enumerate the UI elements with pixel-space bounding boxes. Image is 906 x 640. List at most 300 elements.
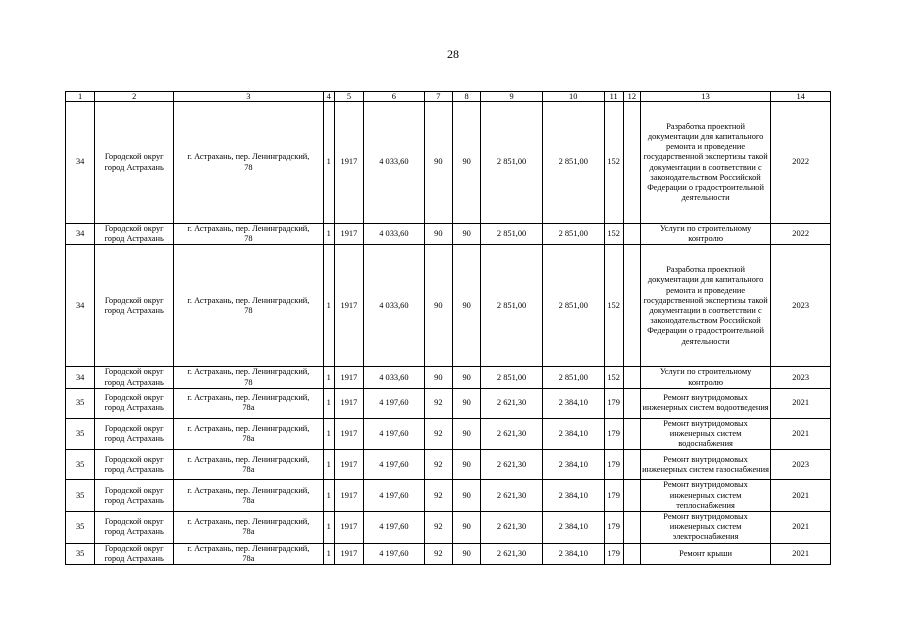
cell-year (771, 418, 831, 450)
cell-row-number (66, 367, 95, 388)
column-header: 7 (424, 92, 452, 102)
repair-schedule-table (65, 91, 831, 565)
cell-col4 (323, 367, 334, 388)
cell-col8-text: 90 (462, 300, 471, 310)
cell-municipality-text: город Астрахань (104, 527, 164, 537)
cell-cost-2 (542, 512, 604, 544)
cell-row-number-text: 34 (75, 300, 85, 310)
cell-work-type-text: Ремонт крыши (679, 548, 732, 558)
cell-col11 (604, 102, 623, 224)
cell-col12 (623, 224, 640, 245)
cell-work-type-text: Услуги по строительному контролю (659, 367, 752, 387)
cell-address-text: 78а (242, 527, 255, 537)
cell-year (771, 480, 831, 512)
cell-work-type (640, 224, 770, 245)
cell-address-text: 78 (244, 234, 253, 244)
cell-cost-2-text: 2 384,10 (558, 398, 588, 408)
cell-address (174, 480, 324, 512)
cell-col8-text: 90 (462, 157, 471, 167)
cell-col7 (424, 512, 452, 544)
cell-address (174, 543, 324, 564)
cell-col11 (604, 450, 623, 480)
cell-col8 (452, 367, 480, 388)
cell-col4 (323, 245, 334, 367)
cell-year (771, 512, 831, 544)
cell-year (771, 224, 831, 245)
cell-work-type (640, 480, 770, 512)
cell-cost-2 (542, 102, 604, 224)
cell-col4 (323, 388, 334, 418)
cell-col8-text: 90 (462, 229, 471, 239)
cell-cost (481, 245, 543, 367)
cell-col4-text: 1 (326, 300, 331, 310)
cell-col8-text: 90 (462, 490, 471, 500)
table-body (66, 102, 831, 565)
cell-year-built (334, 512, 363, 544)
cell-year-built-text: 1917 (340, 522, 358, 532)
cell-address-text: 78а (242, 403, 255, 413)
cell-address-text: 78 (244, 305, 253, 315)
cell-cost-2-text: 2 851,00 (558, 300, 588, 310)
cell-area-text: 4 197,60 (379, 522, 409, 532)
cell-row-number-text: 35 (75, 429, 85, 439)
cell-municipality-text: Городской округ (104, 367, 164, 377)
cell-work-type (640, 543, 770, 564)
column-header: 8 (452, 92, 480, 102)
cell-year-text: 2021 (792, 429, 809, 439)
cell-year-text: 2021 (792, 398, 809, 408)
cell-municipality-text: Городской округ (104, 485, 164, 495)
cell-municipality-text: город Астрахань (104, 305, 164, 315)
cell-col4 (323, 512, 334, 544)
cell-year-built-text: 1917 (340, 398, 358, 408)
cell-col11 (604, 388, 623, 418)
cell-col4 (323, 418, 334, 450)
table-row (66, 450, 831, 480)
cell-address-text: г. Астрахань, пер. Ленинградский, (187, 295, 310, 305)
cell-col7 (424, 388, 452, 418)
table-row (66, 245, 831, 367)
cell-cost-2 (542, 245, 604, 367)
cell-col12 (623, 512, 640, 544)
cell-row-number-text: 34 (75, 229, 85, 239)
cell-cost (481, 480, 543, 512)
cell-work-type (640, 388, 770, 418)
cell-address-text: г. Астрахань, пер. Ленинградский, (187, 517, 310, 527)
cell-work-type (640, 418, 770, 450)
cell-cost-2 (542, 367, 604, 388)
cell-address (174, 418, 324, 450)
cell-row-number (66, 418, 95, 450)
cell-address-text: г. Астрахань, пер. Ленинградский, (187, 224, 310, 233)
cell-cost-text: 2 851,00 (496, 372, 527, 382)
cell-col12 (623, 543, 640, 564)
cell-col4-text: 1 (326, 398, 331, 408)
cell-address-text: г. Астрахань, пер. Ленинградский, (187, 152, 310, 162)
cell-year-built (334, 224, 363, 245)
cell-year-built (334, 450, 363, 480)
cell-col7-text: 92 (434, 490, 443, 500)
cell-municipality (95, 543, 174, 564)
cell-col12 (623, 102, 640, 224)
cell-year-text: 2023 (792, 459, 809, 469)
cell-col7-text: 90 (434, 157, 443, 167)
cell-year-built (334, 102, 363, 224)
cell-col8 (452, 102, 480, 224)
cell-col4 (323, 102, 334, 224)
cell-year-built (334, 480, 363, 512)
cell-municipality (95, 450, 174, 480)
cell-address-text: 78а (242, 434, 255, 444)
table-row (66, 224, 831, 245)
cell-cost-2-text: 2 851,00 (558, 229, 588, 239)
cell-col7-text: 92 (434, 459, 443, 469)
cell-cost-text: 2 621,30 (496, 490, 527, 500)
cell-col4-text: 1 (326, 490, 331, 500)
cell-cost-text: 2 851,00 (496, 229, 527, 239)
cell-municipality-text: город Астрахань (104, 162, 164, 172)
cell-col7-text: 90 (434, 229, 443, 239)
cell-year-built-text: 1917 (340, 229, 358, 239)
column-header: 12 (623, 92, 640, 102)
cell-year-built (334, 388, 363, 418)
cell-year-text: 2023 (792, 300, 809, 310)
cell-address (174, 388, 324, 418)
cell-cost-2-text: 2 851,00 (558, 157, 588, 167)
cell-col8-text: 90 (462, 372, 471, 382)
cell-cost-2 (542, 480, 604, 512)
cell-col8 (452, 543, 480, 564)
table-row (66, 512, 831, 544)
column-header: 1 (66, 92, 95, 102)
cell-row-number-text: 34 (75, 372, 85, 382)
cell-municipality (95, 224, 174, 245)
cell-address-text: г. Астрахань, пер. Ленинградский, (187, 454, 310, 464)
cell-cost-text: 2 621,30 (496, 398, 527, 408)
cell-col4-text: 1 (326, 522, 331, 532)
column-header: 10 (542, 92, 604, 102)
cell-col8 (452, 512, 480, 544)
cell-cost (481, 543, 543, 564)
cell-year-built-text: 1917 (340, 372, 358, 382)
cell-address-text: 78а (242, 495, 255, 505)
cell-row-number-text: 35 (75, 522, 85, 532)
cell-col12 (623, 388, 640, 418)
cell-col12 (623, 480, 640, 512)
cell-year-text: 2021 (792, 522, 809, 532)
cell-col8 (452, 224, 480, 245)
cell-col4-text: 1 (326, 157, 331, 167)
cell-row-number (66, 245, 95, 367)
cell-year-text: 2021 (792, 548, 809, 558)
cell-municipality-text: город Астрахань (104, 553, 164, 563)
cell-municipality (95, 388, 174, 418)
cell-row-number (66, 543, 95, 564)
cell-municipality (95, 512, 174, 544)
cell-area-text: 4 197,60 (379, 459, 409, 469)
cell-year (771, 245, 831, 367)
cell-year-built-text: 1917 (340, 300, 358, 310)
cell-address (174, 245, 324, 367)
cell-address (174, 450, 324, 480)
cell-municipality-text: Городской округ (104, 152, 164, 162)
column-header: 11 (604, 92, 623, 102)
cell-row-number-text: 35 (75, 490, 85, 500)
cell-cost-text: 2 851,00 (496, 300, 527, 310)
cell-col7-text: 92 (434, 429, 443, 439)
cell-address-text: г. Астрахань, пер. Ленинградский, (187, 367, 310, 377)
table-row (66, 543, 831, 564)
column-header: 3 (174, 92, 324, 102)
cell-municipality (95, 418, 174, 450)
cell-cost (481, 418, 543, 450)
cell-address-text: г. Астрахань, пер. Ленинградский, (187, 485, 310, 495)
cell-col8-text: 90 (462, 548, 471, 558)
cell-row-number (66, 450, 95, 480)
cell-work-type-text: Ремонт внутридомовых инженерных систем электроснабжения (663, 512, 748, 542)
cell-col7-text: 90 (434, 372, 443, 382)
cell-address (174, 224, 324, 245)
cell-col11-text: 152 (607, 229, 620, 239)
cell-col8 (452, 388, 480, 418)
cell-year-text: 2021 (792, 490, 809, 500)
cell-col7-text: 92 (434, 548, 443, 558)
cell-year-built-text: 1917 (340, 157, 358, 167)
cell-col4-text: 1 (326, 548, 331, 558)
column-header: 9 (481, 92, 543, 102)
cell-area (364, 245, 425, 367)
cell-area (364, 418, 425, 450)
cell-cost (481, 512, 543, 544)
cell-cost-2 (542, 543, 604, 564)
cell-municipality (95, 102, 174, 224)
cell-area (364, 224, 425, 245)
column-header: 4 (323, 92, 334, 102)
cell-area (364, 388, 425, 418)
cell-col11 (604, 418, 623, 450)
cell-col12 (623, 245, 640, 367)
cell-municipality-text: город Астрахань (104, 377, 164, 387)
cell-col7 (424, 367, 452, 388)
cell-col11-text: 179 (607, 459, 620, 469)
cell-year-built-text: 1917 (340, 429, 358, 439)
cell-work-type-text: Разработка проектной документации для капитального ремонта и проведение государственной экспертизы такой документации в соответствии с законодательством Российской Федерации о градостроительной деятельности (643, 265, 768, 346)
cell-row-number (66, 102, 95, 224)
cell-address (174, 367, 324, 388)
cell-address-text: г. Астрахань, пер. Ленинградский, (187, 393, 310, 403)
cell-year (771, 367, 831, 388)
cell-row-number-text: 34 (75, 157, 85, 167)
cell-work-type-text: Ремонт внутридомовых инженерных систем водоснабжения (663, 418, 748, 449)
cell-address-text: 78а (242, 553, 255, 563)
cell-cost-2 (542, 224, 604, 245)
cell-col11 (604, 245, 623, 367)
cell-cost-2 (542, 418, 604, 450)
cell-address-text: 78а (242, 464, 255, 474)
cell-address (174, 102, 324, 224)
cell-row-number-text: 35 (75, 398, 85, 408)
cell-col8-text: 90 (462, 522, 471, 532)
cell-work-type-text: Услуги по строительному контролю (659, 224, 752, 244)
cell-year-built (334, 367, 363, 388)
cell-cost (481, 224, 543, 245)
cell-col11 (604, 480, 623, 512)
cell-work-type-text: Ремонт внутридомовых инженерных систем теплоснабжения (663, 480, 748, 510)
cell-row-number (66, 480, 95, 512)
cell-col8 (452, 480, 480, 512)
cell-year (771, 388, 831, 418)
cell-year-built-text: 1917 (340, 459, 358, 469)
cell-municipality (95, 245, 174, 367)
cell-col7 (424, 480, 452, 512)
cell-address (174, 512, 324, 544)
cell-col4-text: 1 (326, 429, 331, 439)
cell-area-text: 4 197,60 (379, 548, 409, 558)
cell-work-type (640, 102, 770, 224)
cell-area-text: 4 197,60 (379, 398, 409, 408)
cell-cost-2 (542, 450, 604, 480)
cell-col12 (623, 418, 640, 450)
cell-col7-text: 92 (434, 398, 443, 408)
cell-municipality-text: город Астрахань (104, 464, 164, 474)
cell-municipality (95, 367, 174, 388)
cell-work-type (640, 367, 770, 388)
cell-municipality-text: Городской округ (104, 224, 164, 233)
cell-col8-text: 90 (462, 429, 471, 439)
cell-year-text: 2022 (792, 157, 809, 167)
cell-col11-text: 179 (607, 398, 620, 408)
cell-year-built-text: 1917 (340, 490, 358, 500)
cell-col12 (623, 367, 640, 388)
cell-address-text: г. Астрахань, пер. Ленинградский, (187, 543, 310, 553)
column-header: 13 (640, 92, 770, 102)
table-row (66, 367, 831, 388)
cell-col8 (452, 450, 480, 480)
cell-work-type (640, 512, 770, 544)
column-header: 6 (364, 92, 425, 102)
cell-cost-2-text: 2 384,10 (558, 522, 588, 532)
cell-col7-text: 92 (434, 522, 443, 532)
cell-cost (481, 367, 543, 388)
cell-municipality-text: город Астрахань (104, 434, 164, 444)
cell-col11 (604, 367, 623, 388)
page-number: 28 (447, 47, 459, 61)
table-row (66, 102, 831, 224)
column-header: 2 (95, 92, 174, 102)
cell-col8 (452, 418, 480, 450)
cell-address-text: 78 (244, 162, 253, 172)
cell-cost (481, 388, 543, 418)
column-header: 5 (334, 92, 363, 102)
cell-municipality-text: Городской округ (104, 517, 164, 527)
cell-work-type-text: Ремонт внутридомовых инженерных систем водоотведения (642, 393, 769, 413)
cell-col4-text: 1 (326, 229, 331, 239)
cell-cost-2-text: 2 384,10 (558, 490, 588, 500)
cell-year (771, 543, 831, 564)
cell-col11-text: 152 (607, 300, 620, 310)
cell-address-text: г. Астрахань, пер. Ленинградский, (187, 423, 310, 433)
cell-cost-text: 2 621,30 (496, 548, 527, 558)
cell-row-number (66, 224, 95, 245)
cell-work-type-text: Ремонт внутридомовых инженерных систем газоснабжения (642, 454, 769, 474)
cell-col8-text: 90 (462, 398, 471, 408)
cell-municipality-text: город Астрахань (104, 495, 164, 505)
cell-area-text: 4 033,60 (379, 157, 409, 167)
cell-col7 (424, 418, 452, 450)
cell-work-type-text: Разработка проектной документации для капитального ремонта и проведение государственной экспертизы такой документации в соответствии с законодательством Российской Федерации о градостроительной деятельности (643, 121, 768, 203)
cell-cost (481, 102, 543, 224)
cell-col11-text: 179 (607, 429, 620, 439)
cell-cost-2-text: 2 851,00 (558, 372, 588, 382)
cell-col4 (323, 224, 334, 245)
cell-col7-text: 90 (434, 300, 443, 310)
cell-col4-text: 1 (326, 372, 331, 382)
cell-municipality-text: город Астрахань (104, 403, 164, 413)
cell-col4 (323, 543, 334, 564)
cell-cost (481, 450, 543, 480)
cell-col7 (424, 450, 452, 480)
cell-area (364, 450, 425, 480)
cell-col4 (323, 450, 334, 480)
cell-cost-2-text: 2 384,10 (558, 459, 588, 469)
cell-col8-text: 90 (462, 459, 471, 469)
cell-municipality-text: Городской округ (104, 393, 164, 403)
cell-municipality-text: Городской округ (104, 295, 164, 305)
cell-year-built (334, 245, 363, 367)
cell-col11 (604, 224, 623, 245)
cell-area-text: 4 197,60 (379, 429, 409, 439)
cell-area-text: 4 033,60 (379, 372, 409, 382)
cell-col7 (424, 543, 452, 564)
cell-area-text: 4 033,60 (379, 300, 409, 310)
cell-col8 (452, 245, 480, 367)
cell-row-number-text: 35 (75, 459, 85, 469)
cell-col4-text: 1 (326, 459, 331, 469)
table-row (66, 480, 831, 512)
cell-year-built (334, 418, 363, 450)
cell-year-text: 2022 (792, 229, 809, 239)
cell-municipality-text: Городской округ (104, 454, 164, 464)
cell-cost-text: 2 621,30 (496, 522, 527, 532)
table-row (66, 388, 831, 418)
cell-work-type (640, 245, 770, 367)
cell-cost-2 (542, 388, 604, 418)
cell-area (364, 480, 425, 512)
cell-cost-2-text: 2 384,10 (558, 548, 588, 558)
cell-address-text: 78 (244, 377, 253, 387)
cell-year (771, 450, 831, 480)
cell-col11-text: 179 (607, 548, 620, 558)
cell-col11-text: 179 (607, 522, 620, 532)
table-row (66, 418, 831, 450)
cell-col11-text: 179 (607, 490, 620, 500)
cell-col7 (424, 102, 452, 224)
cell-area (364, 543, 425, 564)
cell-area (364, 367, 425, 388)
cell-col7 (424, 224, 452, 245)
cell-work-type (640, 450, 770, 480)
cell-municipality (95, 480, 174, 512)
cell-area-text: 4 197,60 (379, 490, 409, 500)
column-header: 14 (771, 92, 831, 102)
cell-col11-text: 152 (607, 157, 620, 167)
cell-cost-text: 2 851,00 (496, 157, 527, 167)
cell-col7 (424, 245, 452, 367)
cell-col12 (623, 450, 640, 480)
cell-row-number (66, 388, 95, 418)
cell-col11-text: 152 (607, 372, 620, 382)
cell-year-built (334, 543, 363, 564)
